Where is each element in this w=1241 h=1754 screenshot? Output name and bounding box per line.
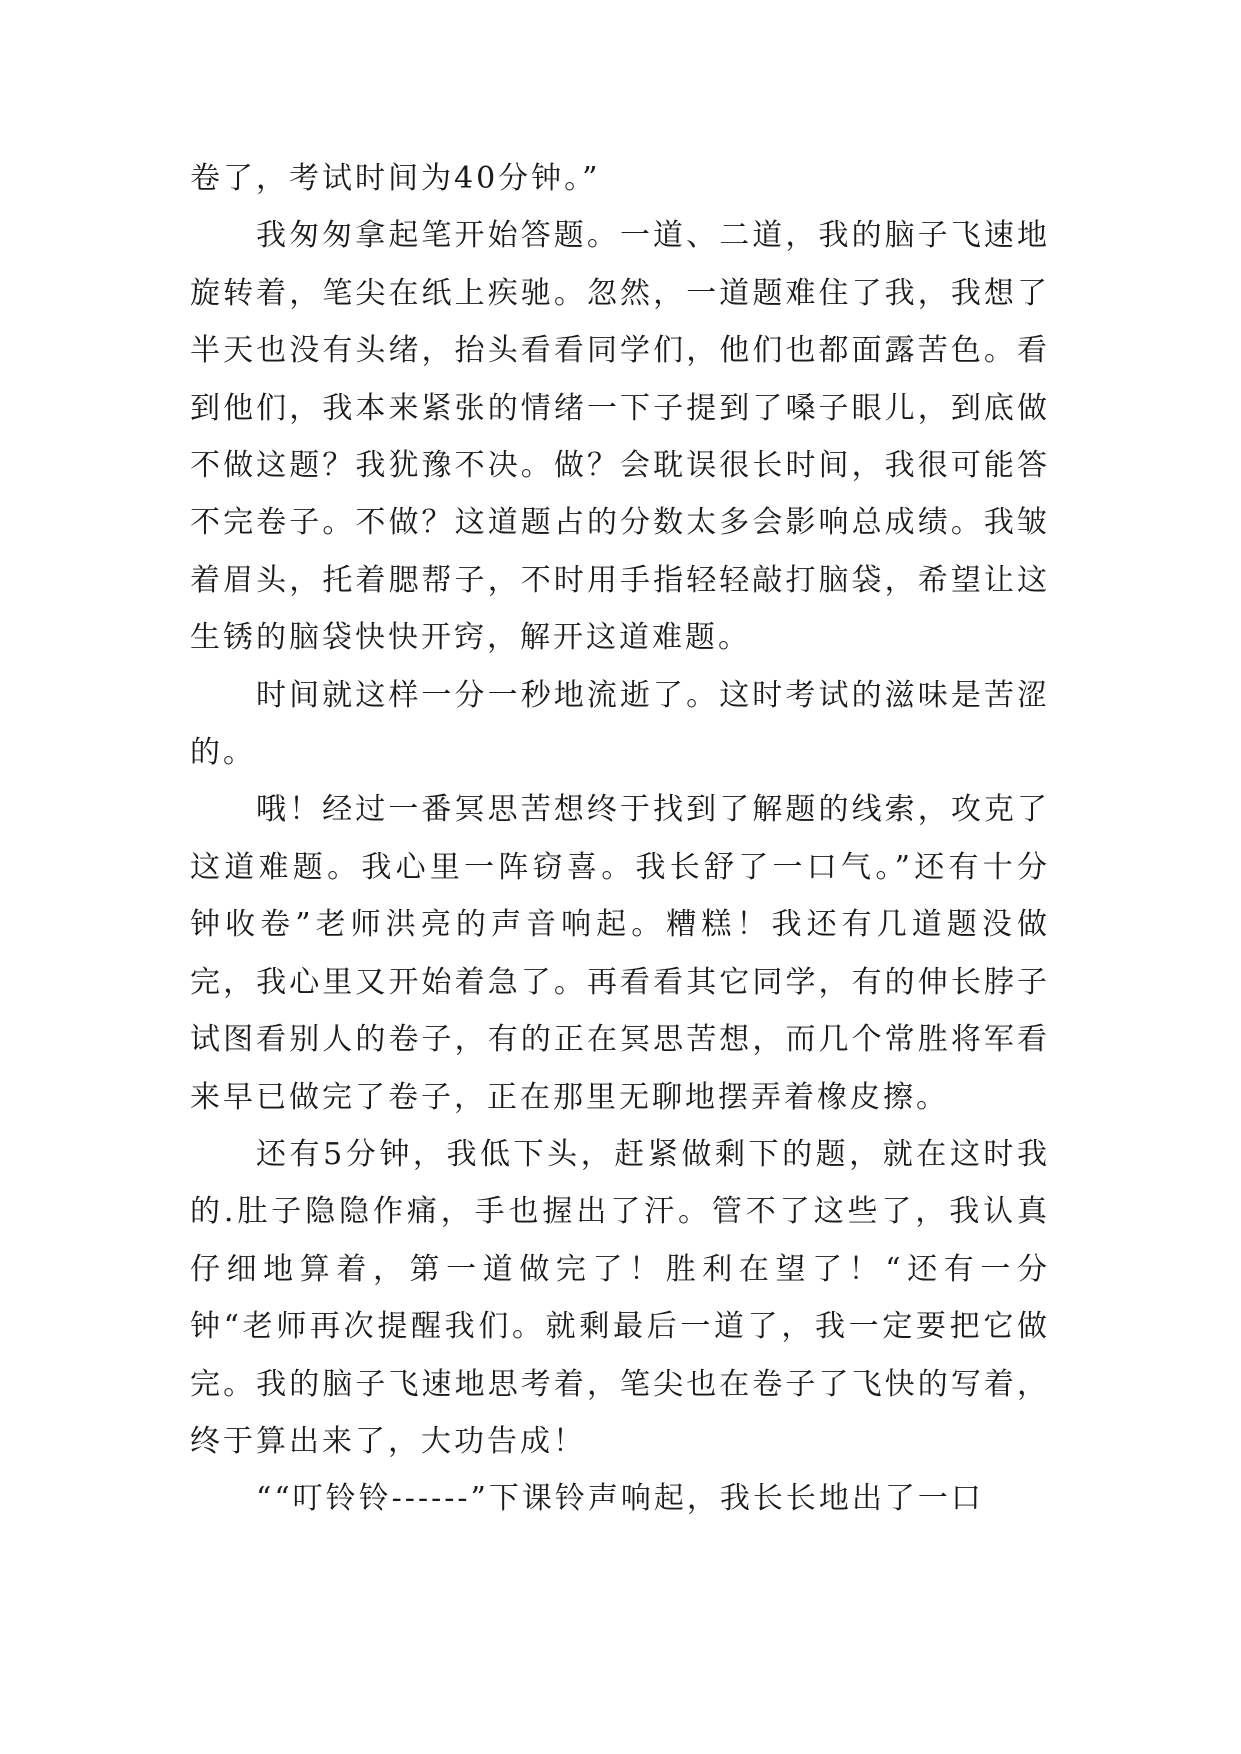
paragraph-3: 时间就这样一分一秒地流逝了。这时考试的滋味是苦涩的。 — [190, 677, 1050, 771]
paragraph-6: ““叮铃铃------”下课铃声响起，我长长地出了一口 — [256, 1481, 984, 1517]
paragraph-5: 还有5分钟，我低下头，赶紧做剩下的题，就在这时我的.肚子隐隐作痛，手也握出了汗。管不了这些了，我认真仔细地算着，第一道做完了！胜利在望了！“还有一分钟“老师再次提醒我们。就剩最后一道了，我一定要把它做完。我的脑子飞速地思考着，笔尖也在卷子了飞快的写着，终于算出来了，大功告成！ — [190, 1136, 1050, 1459]
paragraph-2: 我匆匆拿起笔开始答题。一道、二道，我的脑子飞速地旋转着，笔尖在纸上疾驰。忽然，一道题难住了我，我想了半天也没有头绪，抬头看看同学们，他们也都面露苦色。看到他们，我本来紧张的情绪一下子提到了嗓子眼儿，到底做不做这题？我犹豫不决。做？会耽误很长时间，我很可能答不完卷子。不做？这道题占的分数太多会影响总成绩。我皱着眉头，托着腮帮子，不时用手指轻轻敲打脑袋，希望让这生锈的脑袋快快开窍，解开这道难题。 — [190, 218, 1050, 656]
paragraph-4: 哦！经过一番冥思苦想终于找到了解题的线索，攻克了这道难题。我心里一阵窃喜。我长舒了一口气。”还有十分钟收卷”老师洪亮的声音响起。糟糕！我还有几道题没做完，我心里又开始着急了。再看看其它同学，有的伸长脖子试图看别人的卷子，有的正在冥思苦想，而几个常胜将军看来早已做完了卷子，正在那里无聊地摆弄着橡皮擦。 — [190, 792, 1050, 1115]
document-page — [190, 150, 1050, 1528]
paragraph-1: 卷了，考试时间为40分钟。” — [190, 161, 601, 196]
